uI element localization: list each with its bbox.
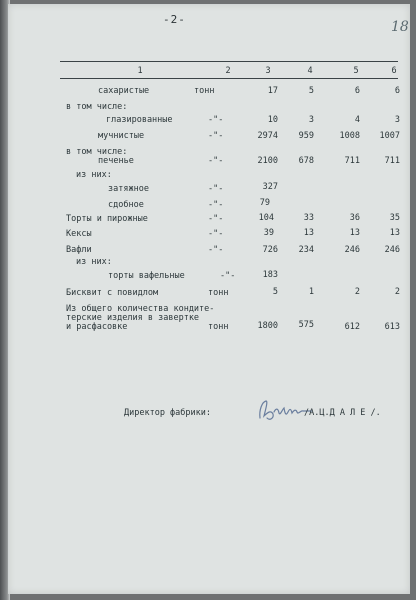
row-col3: 2974: [257, 131, 278, 141]
row-unit: -"-: [220, 271, 236, 281]
page-number: -2-: [163, 13, 186, 26]
row-col5: 36: [349, 213, 360, 223]
table-header-rule: [60, 78, 398, 79]
row-col3: 10: [267, 115, 278, 125]
row-col3: 2100: [257, 156, 278, 166]
total-label-line-3: и расфасовке: [66, 322, 128, 332]
row-label: из них:: [76, 170, 112, 180]
column-header-1: 1: [137, 66, 143, 76]
row-col4: 959: [298, 131, 314, 141]
row-col5: 13: [349, 228, 360, 238]
director-name: /А.Ц.Д А Л Е /.: [304, 408, 381, 418]
document-page: [8, 4, 410, 594]
row-col3: 79: [259, 198, 270, 208]
row-col4: 678: [298, 156, 314, 166]
total-label-line-2: терские изделия в завертке: [66, 313, 200, 323]
row-col6: 246: [384, 245, 400, 255]
row-unit: тонн: [208, 288, 229, 298]
row-unit: -"-: [208, 156, 224, 166]
total-label-line-1: Из общего количества кондите-: [66, 304, 215, 314]
row-col4: 1: [308, 287, 314, 297]
row-col3: 5: [272, 287, 278, 297]
row-label: из них:: [76, 257, 112, 267]
row-label: торты вафельные: [108, 271, 185, 281]
row-col5: 2: [354, 287, 360, 297]
row-unit: тонн: [194, 86, 215, 96]
row-col3: 183: [262, 270, 278, 280]
row-col4: 575: [298, 320, 314, 330]
row-unit: -"-: [208, 245, 224, 255]
row-col4: 5: [308, 86, 314, 96]
row-label: в том числе:: [66, 147, 128, 157]
row-col6: 711: [384, 156, 400, 166]
row-col5: 612: [344, 322, 360, 332]
column-header-4: 4: [307, 66, 313, 76]
row-col4: 234: [298, 245, 314, 255]
archive-sheet-number: 18: [391, 19, 409, 35]
row-label: Торты и пирожные: [66, 214, 148, 224]
table-top-rule: [60, 61, 398, 62]
row-col4: 3: [308, 115, 314, 125]
row-unit: -"-: [208, 131, 224, 141]
column-header-6: 6: [391, 66, 397, 76]
row-label: печенье: [98, 156, 134, 166]
row-label: сахаристые: [98, 86, 150, 96]
row-col6: 1007: [379, 131, 400, 141]
row-col6: 13: [389, 228, 400, 238]
row-unit: -"-: [208, 115, 224, 125]
row-unit: -"-: [208, 184, 224, 194]
row-col5: 246: [344, 245, 360, 255]
row-col5: 1008: [339, 131, 360, 141]
row-unit: -"-: [208, 214, 224, 224]
column-header-5: 5: [353, 66, 359, 76]
row-col3: 327: [262, 182, 278, 192]
row-unit: тонн: [208, 322, 229, 332]
column-header-3: 3: [265, 66, 271, 76]
row-col3: 104: [258, 213, 274, 223]
row-label: мучнистые: [98, 131, 145, 141]
row-label: сдобное: [108, 200, 144, 210]
director-label: Директор фабрики:: [124, 408, 211, 418]
row-label: затяжное: [108, 184, 149, 194]
row-col4: 33: [303, 213, 314, 223]
row-label: в том числе:: [66, 102, 128, 112]
row-label: глазированные: [106, 115, 173, 125]
row-unit: -"-: [208, 229, 224, 239]
row-col3: 39: [263, 228, 274, 238]
row-col6: 2: [394, 287, 400, 297]
column-header-2: 2: [225, 66, 231, 76]
row-unit: -"-: [208, 200, 224, 210]
row-col3: 17: [267, 86, 278, 96]
row-col6: 613: [384, 322, 400, 332]
row-label: Вафли: [66, 245, 92, 255]
row-label: Бисквит с повидлом: [66, 288, 159, 298]
row-col5: 4: [354, 115, 360, 125]
row-col6: 35: [389, 213, 400, 223]
row-col4: 13: [303, 228, 314, 238]
row-label: Кексы: [66, 229, 92, 239]
row-col6: 6: [394, 86, 400, 96]
row-col3: 726: [262, 245, 278, 255]
row-col5: 6: [354, 86, 360, 96]
row-col6: 3: [394, 115, 400, 125]
row-col3: 1800: [257, 321, 278, 331]
row-col5: 711: [344, 156, 360, 166]
